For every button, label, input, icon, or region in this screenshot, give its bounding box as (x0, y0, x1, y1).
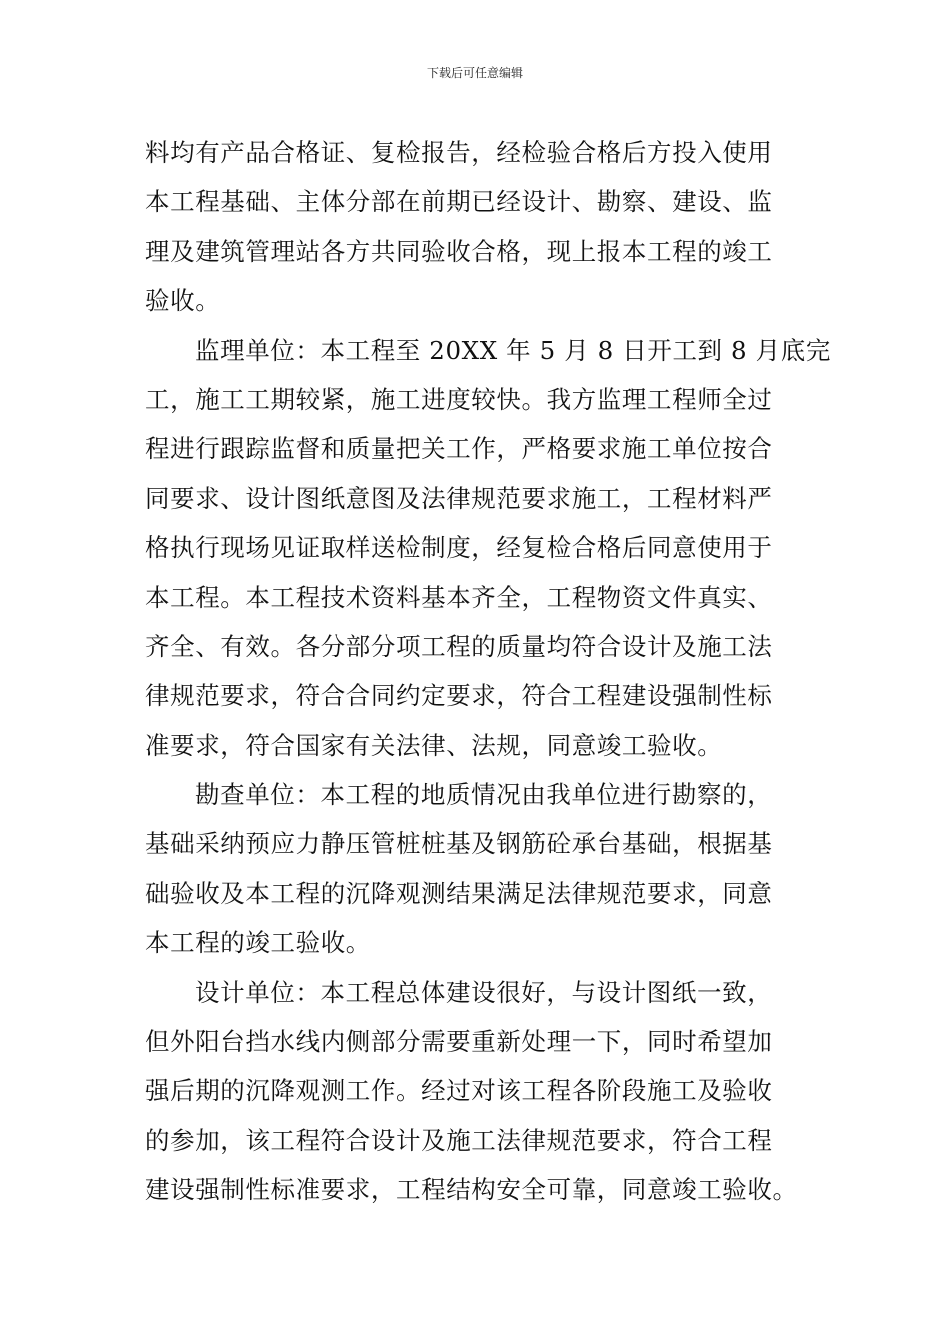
page-header-note: 下载后可任意编辑 (426, 66, 523, 80)
paragraph-supervision-unit (145, 326, 831, 771)
document-body (145, 128, 831, 1215)
text-line: 监理单位：本工程至 20XX 年 5 月 8 日开工到 8 月底完 (195, 335, 831, 365)
paragraph-survey-unit (145, 770, 815, 968)
text-line: 本工程的竣工验收。 (145, 928, 371, 958)
text-line: 本工程基础、主体分部在前期已经设计、勘察、建设、监 (145, 187, 773, 217)
text-line: 设计单位：本工程总体建设很好，与设计图纸一致， (195, 977, 773, 1007)
text-line: 理及建筑管理站各方共同验收合格，现上报本工程的竣工 (145, 236, 773, 266)
text-line: 的参加，该工程符合设计及施工法律规范要求，符合工程 (145, 1125, 773, 1155)
text-line: 律规范要求，符合合同约定要求，符合工程建设强制性标 (145, 681, 773, 711)
text-line: 工，施工工期较紧，施工进度较快。我方监理工程师全过 (145, 384, 773, 414)
text-line: 格执行现场见证取样送检制度，经复检合格后同意使用于 (145, 533, 773, 563)
text-line: 勘查单位：本工程的地质情况由我单位进行勘察的， (195, 780, 773, 810)
text-line: 料均有产品合格证、复检报告，经检验合格后方投入使用 (145, 138, 773, 167)
text-line: 但外阳台挡水线内侧部分需要重新处理一下，同时希望加 (145, 1027, 773, 1057)
text-line: 建设强制性标准要求，工程结构安全可靠，同意竣工验收。 (145, 1175, 798, 1205)
paragraph-materials (145, 128, 815, 326)
text-line: 本工程。本工程技术资料基本齐全，工程物资文件真实、 (145, 582, 773, 612)
text-line: 程进行跟踪监督和质量把关工作，严格要求施工单位按合 (145, 434, 773, 464)
text-line: 基础采纳预应力静压管桩桩基及钢筋砼承台基础，根据基 (145, 829, 773, 859)
text-line: 础验收及本工程的沉降观测结果满足法律规范要求，同意 (145, 878, 773, 908)
paragraph-design-unit (145, 968, 815, 1215)
text-line: 准要求，符合国家有关法律、法规，同意竣工验收。 (145, 730, 723, 760)
text-line: 同要求、设计图纸意图及法律规范要求施工，工程材料严 (145, 483, 773, 513)
text-line: 验收。 (145, 286, 221, 316)
text-line: 强后期的沉降观测工作。经过对该工程各阶段施工及验收 (145, 1076, 773, 1106)
text-line: 齐全、有效。各分部分项工程的质量均符合设计及施工法 (145, 631, 773, 661)
